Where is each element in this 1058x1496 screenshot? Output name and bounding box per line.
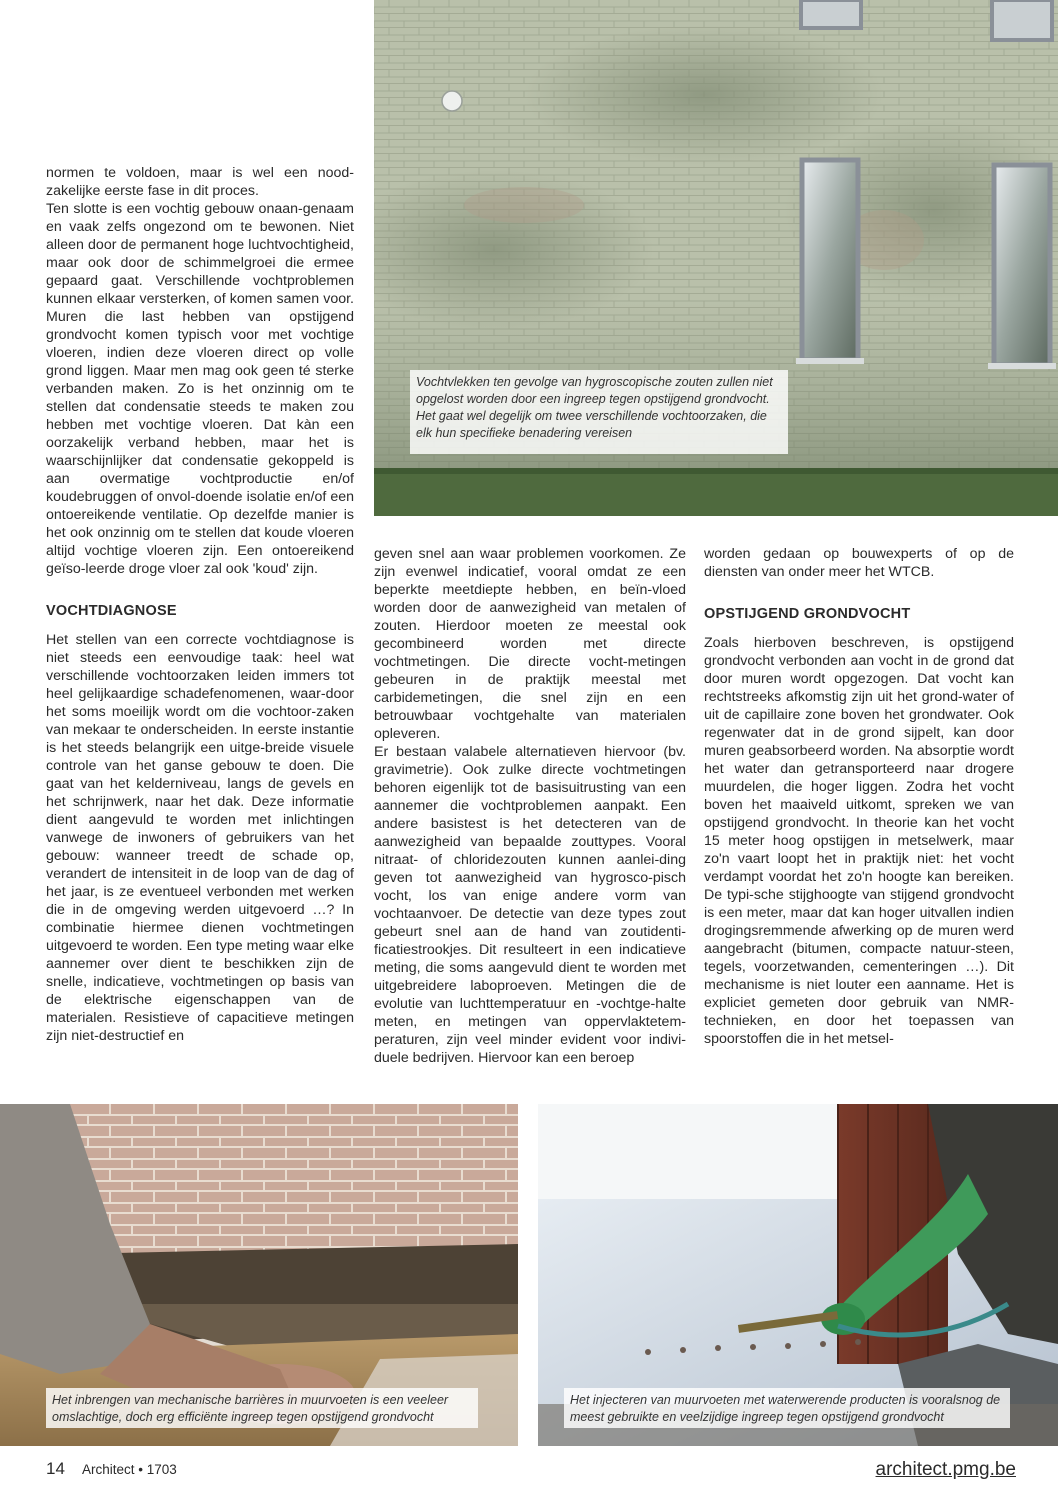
- text-column-1: [46, 164, 354, 1045]
- footer: [46, 1459, 1016, 1485]
- photo-caption-bottom-left: Het inbrengen van mechanische barrières in muurvoeten is een veeleer omslachtige, doch erg efficiënte ingreep tegen opstijgend grondvocht: [46, 1388, 478, 1428]
- section-heading-opstijgend-grondvocht: OPSTIJGEND GRONDVOCHT: [704, 606, 911, 622]
- paragraph: Er bestaan valabele alternatieven hiervoor (bv. gravimetrie). Ook zulke directe vochtmetingen behoren eigenlijk tot de basisuitrusting van een aannemer die vochtproblemen aanpakt. Een andere basistest is het detecteren van de aanwezigheid van bepaalde zouttypes. Vooral nitraat- of chloridezouten kunnen aanlei-ding geven tot aanwezigheid van hygrosco-pisch vocht, los van enige andere vorm van vochtaanvoer. De detectie van deze types zout gebeurt snel aan de hand van zoutidenti-ficatiestrookjes. Dit resulteert in een indicatieve meting, die soms aangevuld dient te worden met uitgebreidere laboproeven. Metingen die de evolutie van luchttemperatuur en -vochtge-halte meten, en metingen van oppervlaktetem-peraturen, zijn veel minder evident voor indivi-duele bedrijven. Hiervoor kan een beroep: [374, 744, 686, 1066]
- section-heading-vochtdiagnose: VOCHTDIAGNOSE: [46, 603, 177, 619]
- photo-mechanical-barrier: [0, 1104, 518, 1446]
- paragraph: Zoals hierboven beschreven, is opstijgend grondvocht verbonden aan vocht in de grond dat door muren wordt opgezogen. Dat vocht kan rechtstreeks afkomstig zijn uit het grond-water of uit de capillaire zone boven het grondwater. Ook regenwater dat in de grond sijpelt, kan door muren geabsorbeerd worden. Na absorptie wordt het water dan getransporteerd naar drogere muurdelen, die hoger liggen. Zodra het vocht boven het maaiveld uitkomt, spreken we van opstijgend grondvocht. In theorie kan het vocht 15 meter hoog opstijgen in metselwerk, maar zo'n vaart loopt het in praktijk niet: het vocht verdampt voordat het zo'n hoogte kan bereiken. De typi-sche stijghoogte van stijgend grondvocht is een meter, maar dat kan hoger uitvallen indien drogingsremmende afwerking op de muren werd aangebracht (bitumen, compacte natuur-steen, tegels, voorzetwanden, cementeringen …). Dit mechanisme is niet louter een aanname. Het is expliciet gemeten door gebruik van NMR-technieken, en door het toepassen van spoorstoffen die in het metsel-: [704, 635, 1014, 1047]
- photo-caption-bottom-right: Het injecteren van muurvoeten met waterwerende producten is vooralsnog de meest gebruikte en veelzijdige ingreep tegen opstijgend grondvocht: [564, 1388, 1010, 1428]
- paragraph: Het stellen van een correcte vochtdiagnose is niet steeds een eenvoudige taak: heel wat verschillende vochtoorzaken leiden immers tot heel gelijkaardige schadefenomenen, waar-door het soms moeilijk wordt om die vochtoor-zaken van mekaar te onderscheiden. In eerste instantie is het steeds belangrijk een uitge-breide visuele controle van het ganse gebouw te doen. Die gaat van het kelderniveau, langs de gevels en het schrijnwerk, naar het dak. Deze informatie dient aangevuld te worden met inlichtingen vanwege de inwoners of gebruikers van het gebouw: wanneer treedt de schade op, verandert de intensiteit in de loop van de dag of het jaar, is ze eventueel verbonden met werken die in de omgeving werden uitgevoerd …? In combinatie hiermee dienen vochtmetingen uitgevoerd te worden. Een type meting waar elke aannemer over dient te beschikken zijn de snelle, indicatieve, vochtmetingen op basis van de elektrische eigenschappen van de materialen. Resistieve of capacitieve metingen zijn niet-destructief en: [46, 632, 354, 1044]
- photo-injection: [538, 1104, 1058, 1446]
- paragraph: normen te voldoen, maar is wel een nood-zakelijke eerste fase in dit proces.: [46, 165, 354, 199]
- website-link[interactable]: architect.pmg.be: [875, 1459, 1016, 1480]
- text-column-3: [704, 545, 1014, 1048]
- paragraph: worden gedaan op bouwexperts of op de diensten van onder meer het WTCB.: [704, 546, 1014, 580]
- paragraph: Ten slotte is een vochtig gebouw onaan-genaam en vaak zelfs ongezond om te bewonen. Niet alleen door de permanent hoge luchtvochtigheid, maar ook door de schimmelgroei die ermee gepaard gaat. Verschillende vochtproblemen kunnen elkaar versterken, of komen samen voor. Muren die last hebben van opstijgend grondvocht komen typisch voor met vochtige vloeren, indien deze vloeren direct op volle grond liggen. Maar men mag ook geen té sterke verbanden maken. Zo is het onzinnig om te stellen dat condensatie steeds te maken zou hebben met vochtige vloeren. Dat kàn een oorzakelijk verband hebben, maar het is waarschijnlijker dat condensatie gekoppeld is aan overmatige vochtproductie en/of koudebruggen of onvol-doende isolatie en/of een ontoereikende ventilatie. Op dezelfde manier is het ook onzinnig om te stellen dat koude vloeren altijd vochtige vloeren zijn. Een ontoereikend geïso-leerde droge vloer zal ook 'koud' zijn.: [46, 201, 354, 577]
- photo-caption-top: Vochtvlekken ten gevolge van hygroscopische zouten zullen niet opgelost worden door een ingreep tegen opstijgend grondvocht. Het gaat wel degelijk om twee verschillende vochtoorzaken, die elk hun specifieke benadering vereisen: [410, 370, 788, 454]
- magazine-issue: Architect • 1703: [82, 1462, 177, 1477]
- paragraph: geven snel aan waar problemen voorkomen. Ze zijn evenwel indicatief, vooral omdat ze een beperkte meetdiepte hebben, en beïn-vloed worden door de aanwezigheid van metalen of zouten. Hierdoor moeten ze meestal ook gecombineerd worden met directe vochtmetingen. Die directe vocht-metingen gebeuren in de praktijk meestal met carbidemetingen, die snel zijn en een betrouwbaar vochtgehalte van materialen opleveren.: [374, 546, 686, 742]
- page-number: 14: [46, 1459, 65, 1478]
- text-column-2: [374, 545, 686, 1067]
- photo-damp-wall: [374, 0, 1058, 516]
